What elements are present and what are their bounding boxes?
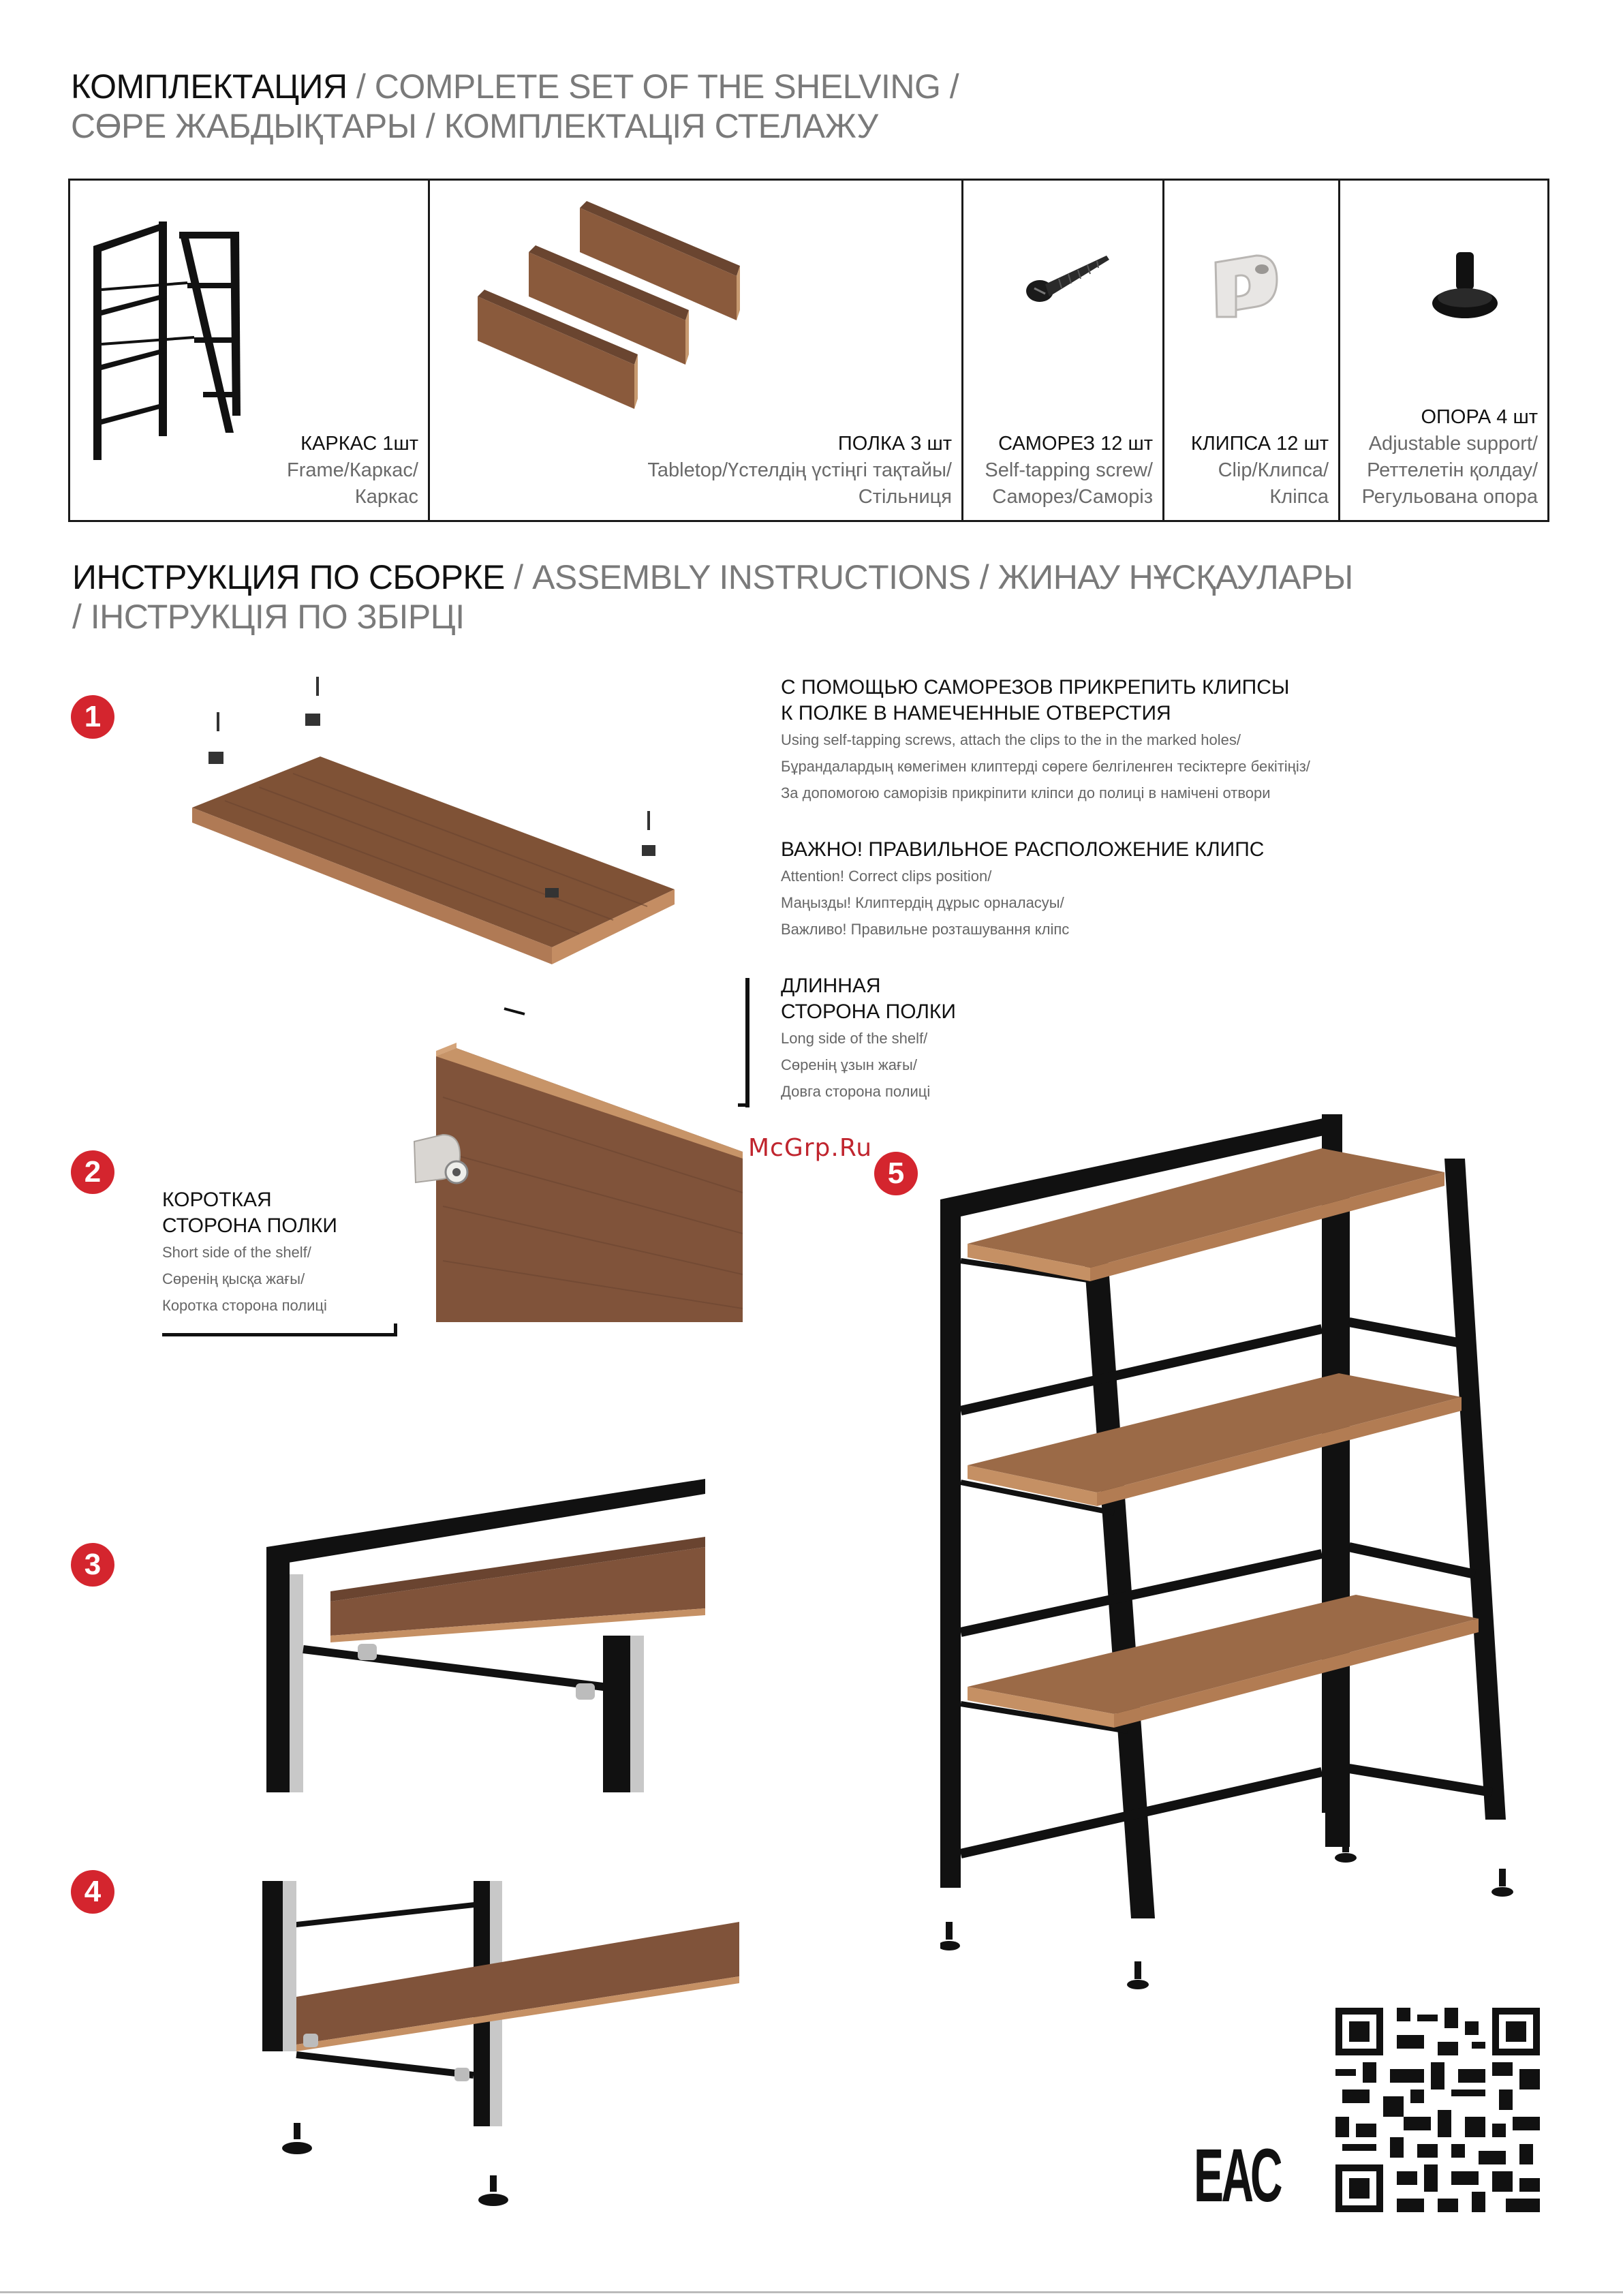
step-4-badge: 4: [71, 1870, 114, 1914]
kit-sub: Tabletop/Үстелдің үстіңгі тақтайы/: [647, 459, 952, 481]
instruction-1-heading: С ПОМОЩЬЮ САМОРЕЗОВ ПРИКРЕПИТЬ КЛИПСЫ: [781, 676, 1290, 699]
important-block: [781, 837, 1264, 943]
kit-name-support: ОПОРА 4 шт: [1421, 406, 1538, 428]
clip-icon: [1209, 249, 1290, 324]
long-side-sub: Сөренің ұзын жағы/: [781, 1056, 917, 1073]
long-side-sub: Довга сторона полиці: [781, 1083, 931, 1100]
important-sub: Attention! Correct clips position/: [781, 868, 992, 885]
kit-sub: Реттелетін қолдау/: [1367, 459, 1538, 481]
bottom-divider: [0, 2291, 1623, 2293]
kit-caption-clip: [1191, 431, 1329, 510]
short-side-underline-end: [394, 1323, 397, 1336]
kit-sub: Стільниця: [858, 486, 952, 508]
important-sub: Маңызды! Клиптердің дұрыс орналасуы/: [781, 894, 1064, 911]
kit-sub: Frame/Каркас/: [286, 459, 418, 481]
important-heading: ВАЖНО! ПРАВИЛЬНОЕ РАСПОЛОЖЕНИЕ КЛИПС: [781, 838, 1265, 861]
kit-name-screw: САМОРЕЗ 12 шт: [998, 433, 1153, 455]
short-side-heading: КОРОТКАЯ: [162, 1189, 272, 1211]
long-side-sub: Long side of the shelf/: [781, 1030, 928, 1047]
important-sub: Важливо! Правильне розташування кліпс: [781, 921, 1070, 938]
assembly-title-rest: / ASSEMBLY INSTRUCTIONS / ЖИНАУ НҰСҚАУЛАРЫ: [504, 558, 1353, 596]
adjustable-support-icon: [1429, 249, 1504, 324]
long-side-block: [781, 973, 956, 1105]
instruction-1-block: [781, 675, 1310, 806]
kit-name-clip: КЛИПСА 12 шт: [1190, 433, 1329, 455]
kit-cell-frame: [69, 180, 429, 521]
step-1-shelf-with-clips: [184, 671, 688, 971]
kit-table: [68, 179, 1549, 522]
kit-title: [71, 67, 959, 146]
kit-sub: Саморез/Саморіз: [992, 486, 1153, 508]
step-5-badge: 5: [874, 1152, 918, 1195]
step-2-clip-closeup: [402, 988, 743, 1322]
short-side-sub: Коротка сторона полиці: [162, 1297, 327, 1314]
instruction-1-sub: За допомогою саморізів прикріпити кліпси до полиці в намічені отвори: [781, 784, 1271, 801]
kit-sub: Self-tapping screw/: [985, 459, 1153, 481]
frame-illustration: [84, 201, 343, 460]
qr-code-icon: [1335, 2008, 1540, 2212]
watermark: McGrp.Ru: [748, 1134, 873, 1162]
short-side-block: [162, 1187, 337, 1319]
shelf-boards-illustration: [457, 201, 743, 433]
kit-name-shelf: ПОЛКА 3 шт: [837, 433, 952, 455]
assembly-title: [72, 557, 1353, 637]
short-side-sub: Short side of the shelf/: [162, 1244, 311, 1261]
kit-name-frame: КАРКАС 1шт: [300, 433, 418, 455]
kit-title-line2: СӨРЕ ЖАБДЫҚТАРЫ / КОМПЛЕКТАЦІЯ СТЕЛАЖУ: [71, 107, 878, 145]
kit-caption-frame: [287, 431, 418, 510]
kit-caption-support: [1362, 404, 1538, 510]
kit-sub: Каркас: [354, 486, 418, 508]
step-5-assembled-shelving: [940, 1104, 1554, 1990]
assembly-title-main: ИНСТРУКЦИЯ ПО СБОРКЕ: [72, 558, 505, 596]
kit-cell-clip: [1164, 180, 1340, 521]
step-3-badge: 3: [71, 1543, 114, 1587]
kit-cell-support: [1340, 180, 1549, 521]
kit-cell-shelf: [429, 180, 963, 521]
kit-title-main: КОМПЛЕКТАЦИЯ: [71, 67, 347, 106]
short-side-heading: СТОРОНА ПОЛКИ: [162, 1214, 337, 1237]
screw-icon: [1025, 249, 1113, 310]
long-side-bracket: [745, 978, 749, 1107]
long-side-heading: ДЛИННАЯ: [781, 975, 881, 997]
short-side-sub: Сөренің қысқа жағы/: [162, 1270, 305, 1287]
short-side-underline: [162, 1333, 397, 1336]
kit-caption-screw: [985, 431, 1153, 510]
instruction-1-heading: К ПОЛКЕ В НАМЕЧЕННЫЕ ОТВЕРСТИЯ: [781, 702, 1171, 724]
kit-caption-shelf: [647, 431, 952, 510]
kit-sub: Кліпса: [1269, 486, 1329, 508]
instruction-1-sub: Using self-tapping screws, attach the clips to the in the marked holes/: [781, 731, 1241, 748]
kit-title-rest: / COMPLETE SET OF THE SHELVING /: [347, 67, 959, 106]
step-4-bottom-shelf: [262, 1881, 746, 2208]
step-1-badge: 1: [71, 695, 114, 739]
step-2-badge: 2: [71, 1150, 114, 1194]
long-side-bracket-end: [738, 1103, 749, 1107]
long-side-heading: СТОРОНА ПОЛКИ: [781, 1000, 956, 1023]
eac-mark: ЕАС: [1194, 2134, 1280, 2218]
step-3-shelf-on-frame: [262, 1479, 705, 1792]
kit-cell-screw: [963, 180, 1164, 521]
instruction-1-sub: Бұрандалардың көмегімен клиптерді сөреге белгіленген тесіктерге бекітіңіз/: [781, 758, 1310, 775]
kit-sub: Adjustable support/: [1368, 433, 1538, 455]
assembly-title-line2: / ІНСТРУКЦІЯ ПО ЗБІРЦІ: [72, 598, 465, 636]
kit-sub: Регульована опора: [1361, 486, 1538, 508]
kit-sub: Clip/Клипса/: [1218, 459, 1329, 481]
